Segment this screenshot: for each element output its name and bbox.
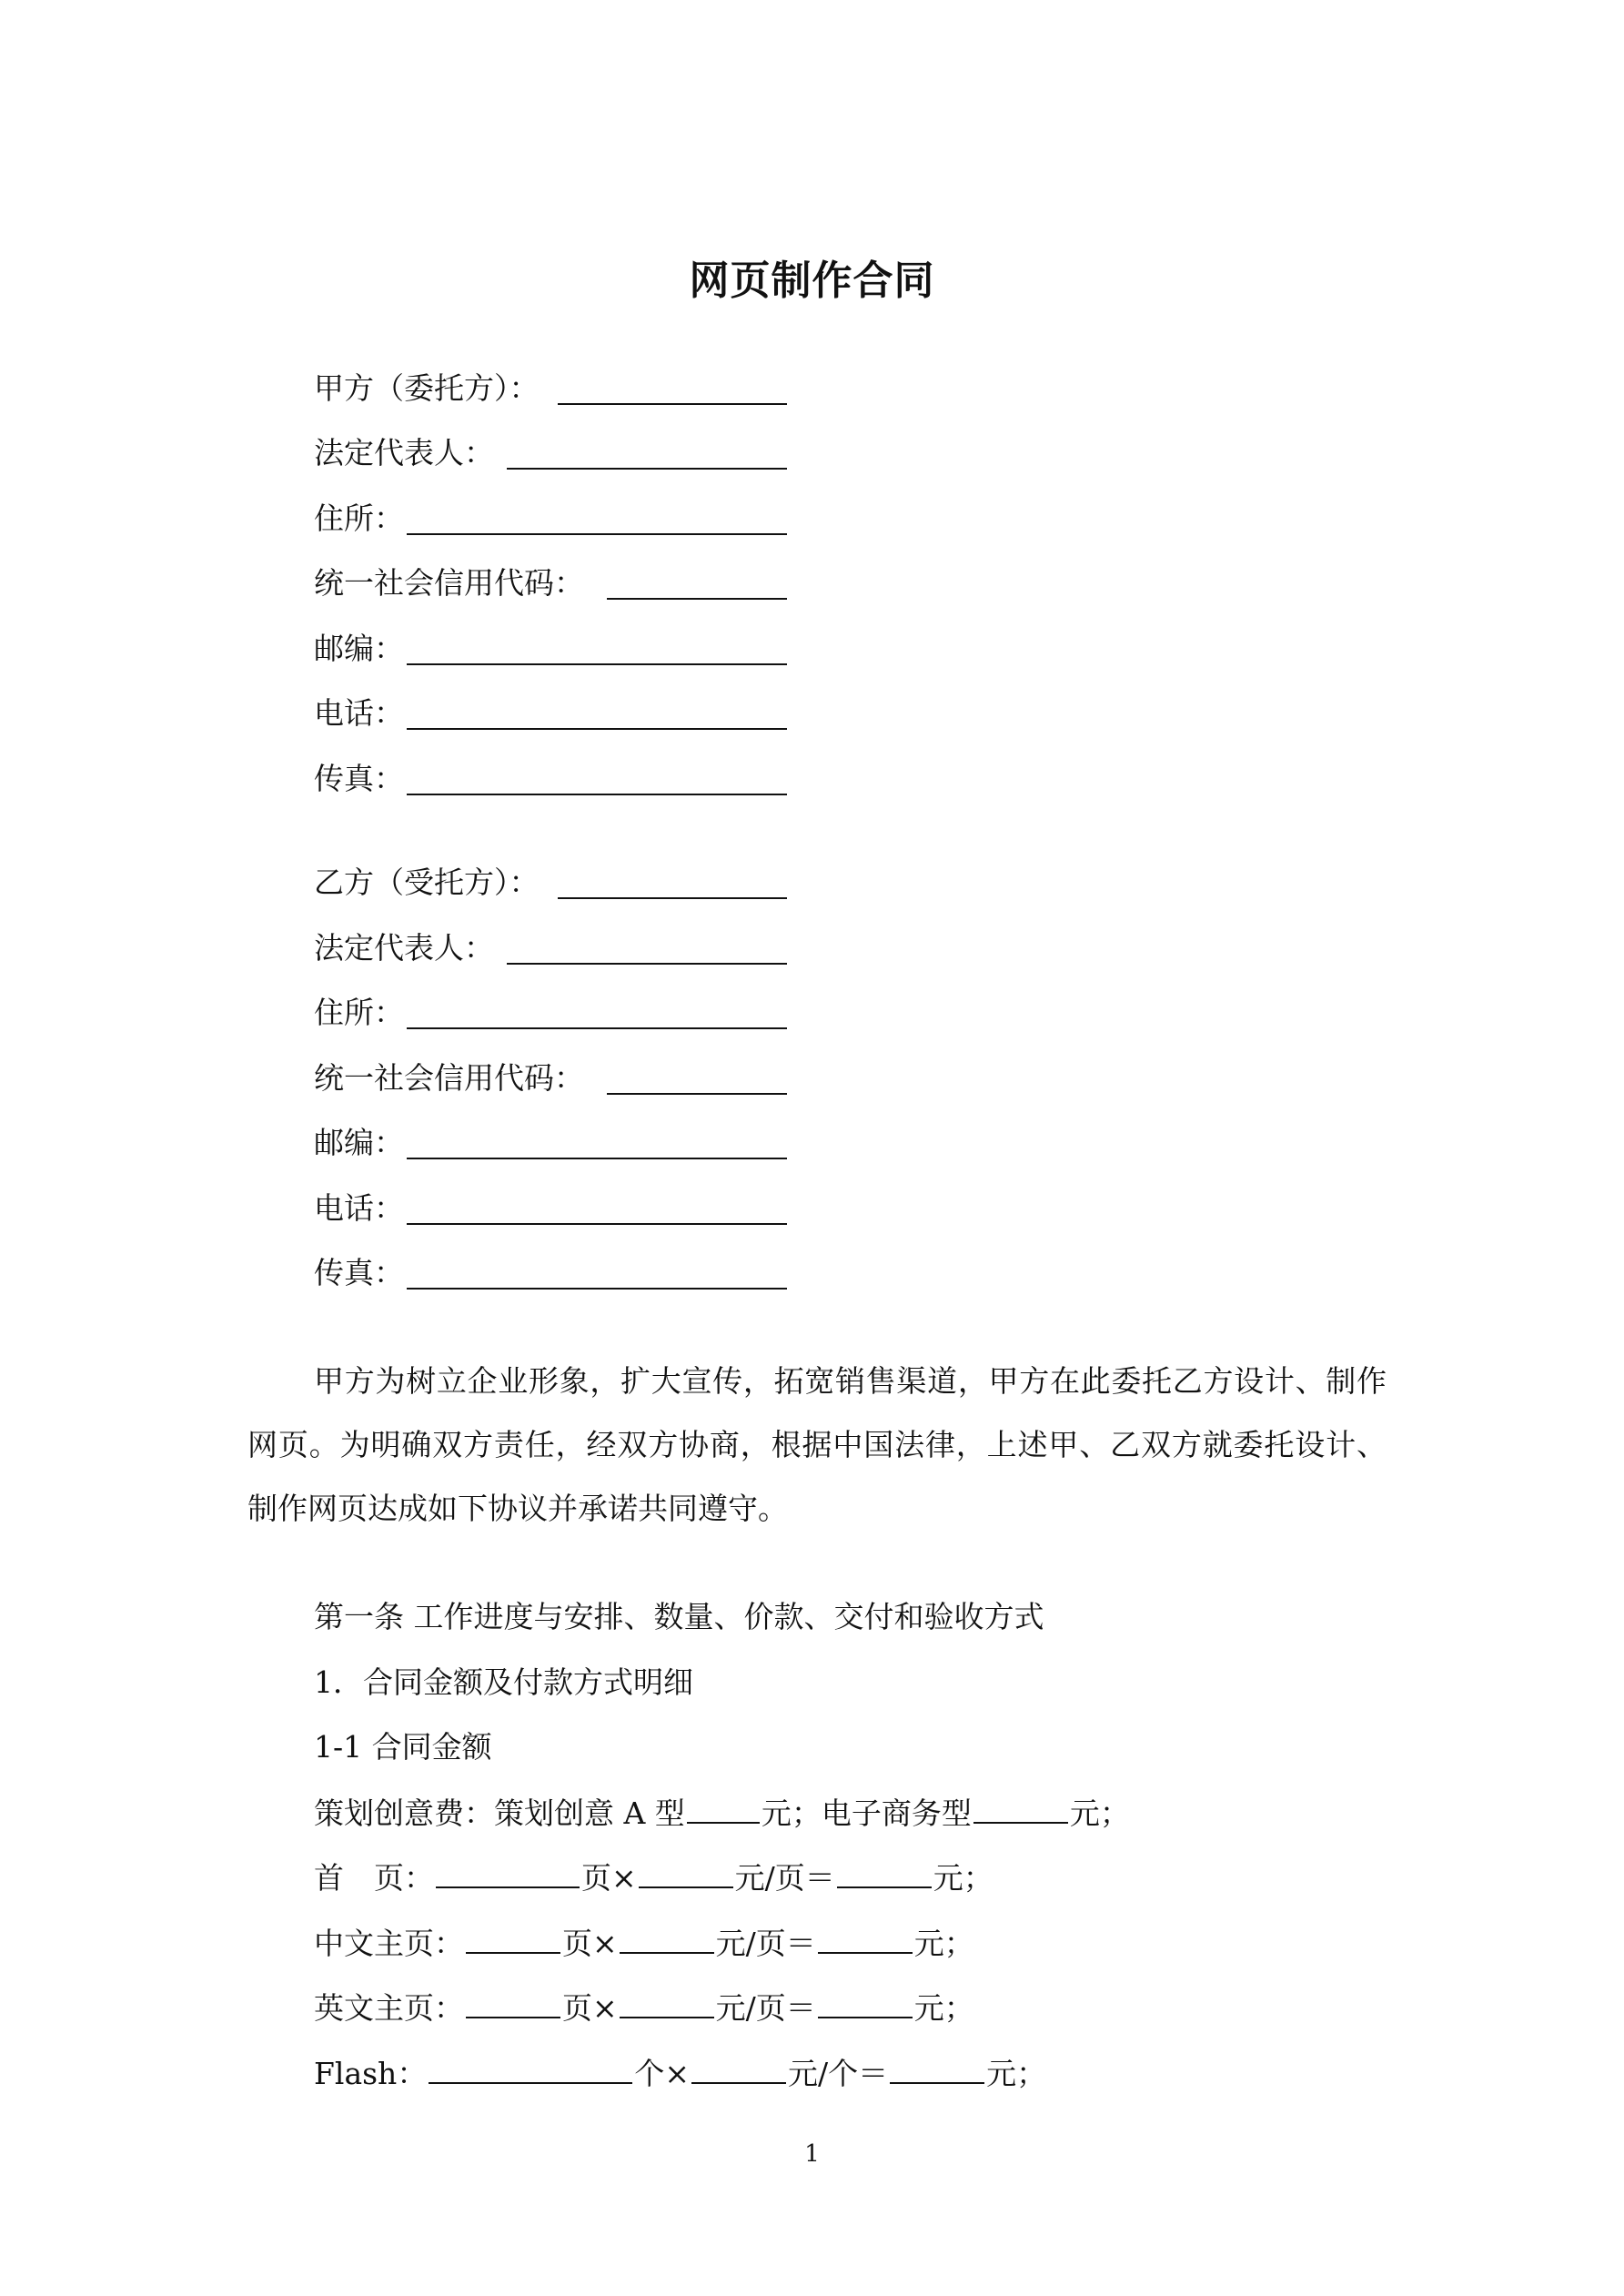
flash-count-blank xyxy=(429,2055,632,2084)
en-page-line xyxy=(314,1989,974,2027)
document-title: 网页制作合同 xyxy=(689,258,935,304)
flash-line xyxy=(314,2055,1046,2092)
home-page-line xyxy=(314,1859,994,1896)
home-page-price-blank xyxy=(639,1859,733,1888)
flash-yuan: 元； xyxy=(986,2056,1047,2091)
party-a-legal-rep-blank xyxy=(507,468,787,470)
party-b-credit-code-label: 统一社会信用代码： xyxy=(314,1060,584,1096)
party-b-postcode-row xyxy=(314,1125,787,1161)
party-a-legal-rep-row xyxy=(314,435,787,471)
planning-fee-line xyxy=(314,1795,1130,1832)
party-b-phone-blank xyxy=(407,1223,787,1225)
en-page-per-page: 元/页＝ xyxy=(715,1990,816,2026)
cn-page-per-page: 元/页＝ xyxy=(715,1926,816,1961)
flash-per-item: 元/个＝ xyxy=(787,2056,889,2091)
en-page-price-blank xyxy=(620,1989,714,2018)
planning-fee-unit2: 元； xyxy=(1069,1795,1130,1831)
party-a-address-label: 住所： xyxy=(314,501,404,536)
cn-page-pages: 页× xyxy=(562,1926,618,1961)
party-b-fax-row xyxy=(314,1255,787,1291)
article-1-title: 第一条 工作进度与安排、数量、价款、交付和验收方式 xyxy=(314,1599,1044,1634)
party-b-address-blank xyxy=(407,1027,787,1029)
en-page-total-blank xyxy=(818,1989,913,2018)
party-a-phone-row xyxy=(314,695,787,732)
home-page-yuan: 元； xyxy=(933,1860,994,1896)
party-a-name-blank xyxy=(558,403,787,405)
party-b-credit-code-row xyxy=(314,1060,787,1097)
party-b-credit-code-blank xyxy=(607,1093,787,1095)
party-a-postcode-label: 邮编： xyxy=(314,631,404,666)
party-b-legal-rep-blank xyxy=(507,963,787,965)
party-a-postcode-row xyxy=(314,631,787,667)
section-1-1-title: 1-1 合同金额 xyxy=(314,1729,492,1765)
party-b-phone-row xyxy=(314,1190,787,1227)
party-b-fax-label: 传真： xyxy=(314,1255,404,1290)
page-number: 1 xyxy=(804,2140,820,2168)
en-page-count-blank xyxy=(466,1989,560,2018)
cn-page-count-blank xyxy=(466,1925,560,1954)
planning-fee-unit1: 元；电子商务型 xyxy=(761,1795,972,1831)
party-a-address-blank xyxy=(407,533,787,535)
planning-fee-ecommerce-blank xyxy=(973,1795,1068,1824)
planning-fee-label: 策划创意费：策划创意 A 型 xyxy=(314,1795,685,1831)
party-b-fax-blank xyxy=(407,1288,787,1290)
party-a-postcode-blank xyxy=(407,663,787,665)
party-b-postcode-label: 邮编： xyxy=(314,1125,404,1160)
party-a-heading: 甲方（委托方）： xyxy=(314,370,540,406)
cn-page-price-blank xyxy=(620,1925,714,1954)
party-b-name-blank xyxy=(558,897,787,899)
flash-total-blank xyxy=(890,2055,984,2084)
party-b-postcode-blank xyxy=(407,1158,787,1159)
section-1-title: 1．合同金额及付款方式明细 xyxy=(314,1664,693,1700)
cn-page-line xyxy=(314,1925,974,1962)
intro-paragraph: 甲方为树立企业形象，扩大宣传，拓宽销售渠道，甲方在此委托乙方设计、制作网页。为明确双方责任，经双方协商，根据中国法律，上述甲、乙双方就委托设计、制作网页达成如下协议并承诺共同遵守。 xyxy=(247,1363,1387,1526)
party-b-heading-row xyxy=(314,865,787,901)
party-b-legal-rep-row xyxy=(314,930,787,966)
en-page-yuan: 元； xyxy=(913,1990,974,2026)
cn-page-total-blank xyxy=(818,1925,913,1954)
home-page-per-page: 元/页＝ xyxy=(734,1860,835,1896)
flash-count-unit: 个× xyxy=(634,2056,690,2091)
party-b-legal-rep-label: 法定代表人： xyxy=(314,930,494,966)
party-a-fax-blank xyxy=(407,794,787,795)
cn-page-yuan: 元； xyxy=(913,1926,974,1961)
party-a-address-row xyxy=(314,501,787,537)
flash-price-blank xyxy=(691,2055,786,2084)
party-b-address-row xyxy=(314,995,787,1031)
home-page-total-blank xyxy=(837,1859,932,1888)
party-b-heading: 乙方（受托方）： xyxy=(314,865,540,900)
party-b-phone-label: 电话： xyxy=(314,1190,404,1226)
party-b-address-label: 住所： xyxy=(314,995,404,1030)
home-page-count-blank xyxy=(436,1859,580,1888)
planning-fee-a-blank xyxy=(687,1795,760,1824)
party-a-fax-label: 传真： xyxy=(314,761,404,796)
home-page-label: 首 页： xyxy=(314,1860,434,1896)
party-a-legal-rep-label: 法定代表人： xyxy=(314,435,494,470)
party-a-heading-row xyxy=(314,370,787,407)
party-a-credit-code-blank xyxy=(607,598,787,600)
party-a-credit-code-label: 统一社会信用代码： xyxy=(314,565,584,601)
home-page-pages: 页× xyxy=(581,1860,637,1896)
party-a-phone-blank xyxy=(407,728,787,730)
party-a-credit-code-row xyxy=(314,565,787,602)
en-page-pages: 页× xyxy=(562,1990,618,2026)
party-a-fax-row xyxy=(314,761,787,797)
flash-label: Flash： xyxy=(314,2056,428,2091)
en-page-label: 英文主页： xyxy=(314,1990,464,2026)
cn-page-label: 中文主页： xyxy=(314,1926,464,1961)
party-a-phone-label: 电话： xyxy=(314,695,404,731)
